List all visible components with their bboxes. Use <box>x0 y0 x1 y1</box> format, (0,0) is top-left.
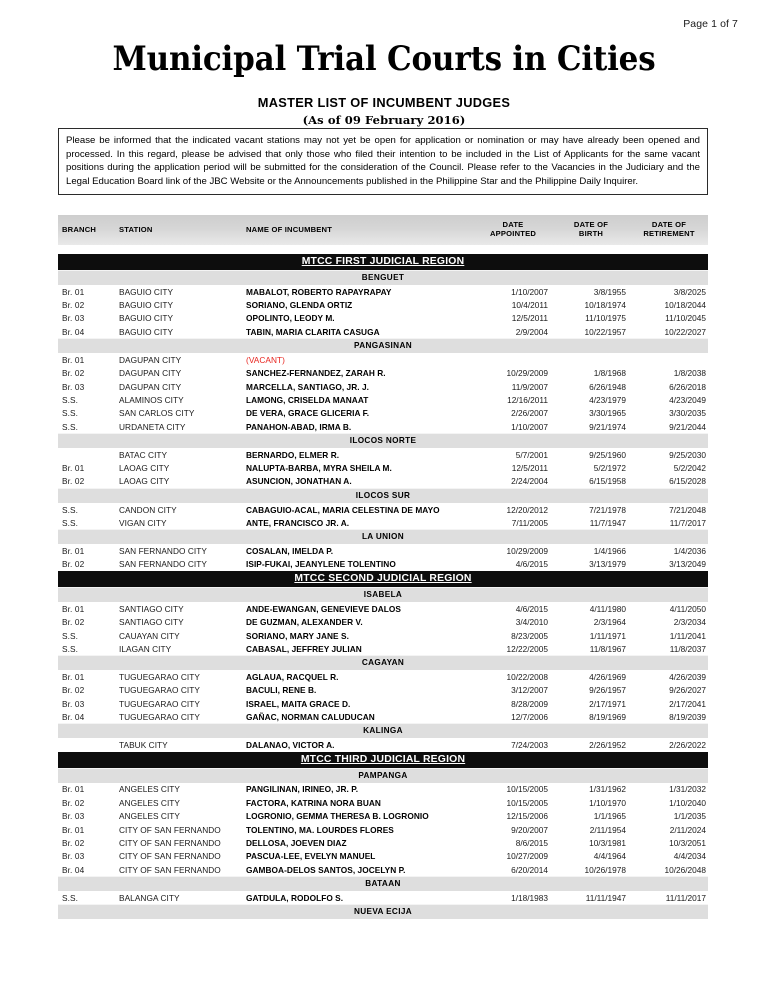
cell-date-retirement: 3/30/2035 <box>669 408 706 419</box>
cell-branch <box>58 738 115 751</box>
cell-station: ANGELES CITY <box>119 797 180 808</box>
cell-date-appointed: 7/24/2003 <box>511 740 548 751</box>
cell-station: BAGUIO CITY <box>119 313 174 324</box>
cell-date-retirement: 2/17/2041 <box>669 698 706 709</box>
cell-date-birth: 9/21/1974 <box>589 421 626 432</box>
region-band-text: MTCC FIRST JUDICIAL REGION <box>301 255 465 267</box>
cell-date-appointed: 5/7/2001 <box>515 449 548 460</box>
cell-station: TUGUEGARAO CITY <box>119 671 200 682</box>
region-band-row <box>58 752 708 769</box>
cell-date-retirement: 7/21/2048 <box>669 504 706 515</box>
cell-station: SAN CARLOS CITY <box>119 408 195 419</box>
cell-date-birth: 11/7/1947 <box>589 517 626 528</box>
date-appointed-line1: DATE <box>502 220 524 229</box>
cell-name: COSALAN, IMELDA P. <box>246 545 334 556</box>
cell-branch: Br. 01 <box>62 824 85 835</box>
cell-date-birth: 4/4/1964 <box>593 851 626 862</box>
cell-station: SAN FERNANDO CITY <box>119 545 207 556</box>
cell-station: ALAMINOS CITY <box>119 395 184 405</box>
cell-date-appointed: 10/29/2009 <box>506 368 548 379</box>
cell-date-birth: 6/15/1958 <box>589 476 626 487</box>
cell-date-appointed: 10/4/2011 <box>511 300 548 311</box>
cell-name: ISIP-FUKAI, JEANYLENE TOLENTINO <box>246 559 396 570</box>
cell-date-retirement: 8/19/2039 <box>669 711 706 722</box>
notice-text: Please be informed that the indicated vacant stations may not yet be open for application or nomination or may have already been opened and processed. In this regard, please be advised that only those who filed their intention to be included in the List of Applicants for the same vacant positions during the application period will be submitted for the consideration of the Council. Please refer to the Vacancies in the Judiciary and the Legal Education Board link of the JBC Website or the Announcements published in the Philippine Star and the Philippine Daily Inquirer. <box>66 135 700 187</box>
cell-date-birth: 11/10/1975 <box>585 313 626 324</box>
table-spacer <box>58 245 708 254</box>
cell-name: DALANAO, VICTOR A. <box>246 740 335 751</box>
cell-name: OPOLINTO, LEODY M. <box>246 313 335 324</box>
province-band-label: PANGASINAN <box>58 339 708 354</box>
judges-table-wrapper <box>58 215 708 919</box>
cell-station: SANTIAGO CITY <box>119 617 184 628</box>
cell-branch: Br. 01 <box>62 354 85 365</box>
table-row <box>58 420 708 434</box>
province-band-row <box>58 434 708 449</box>
table-row <box>58 461 708 474</box>
cell-date-retirement: 1/8/2038 <box>673 368 706 379</box>
cell-name: (VACANT) <box>246 354 285 365</box>
cell-branch: S.S. <box>62 892 79 903</box>
province-band-label: BATAAN <box>58 877 708 892</box>
cell-date-retirement <box>630 353 708 366</box>
cell-name: LOGRONIO, GEMMA THERESA B. LOGRONIO <box>246 811 429 822</box>
province-band-label: ILOCOS NORTE <box>58 434 708 449</box>
cell-date-birth: 10/18/1974 <box>584 300 626 311</box>
cell-branch: Br. 03 <box>62 698 85 709</box>
province-band-row <box>58 656 708 671</box>
cell-date-retirement: 1/31/2032 <box>669 784 706 795</box>
table-row <box>58 516 708 530</box>
cell-date-birth: 3/8/1955 <box>593 286 626 297</box>
cell-name: ISRAEL, MAITA GRACE D. <box>246 698 351 709</box>
cell-date-appointed: 12/7/2006 <box>511 711 548 722</box>
table-row <box>58 810 708 823</box>
cell-station: BAGUIO CITY <box>119 300 174 311</box>
cell-station: TUGUEGARAO CITY <box>119 711 200 722</box>
cell-date-retirement: 11/7/2017 <box>669 517 706 528</box>
table-row <box>58 298 708 311</box>
cell-name: GATDULA, RODOLFO S. <box>246 892 344 903</box>
cell-date-retirement: 10/3/2051 <box>669 838 706 849</box>
cell-date-retirement: 6/26/2018 <box>669 381 706 392</box>
cell-branch: Br. 02 <box>62 617 85 628</box>
province-band-label: NUEVA ECIJA <box>58 905 708 920</box>
province-band-row <box>58 339 708 354</box>
table-row <box>58 642 708 656</box>
table-row <box>58 796 708 809</box>
cell-date-appointed <box>474 353 552 366</box>
cell-name: MABALOT, ROBERTO RAPAYRAPAY <box>246 286 392 297</box>
table-row <box>58 863 708 877</box>
cell-date-appointed: 10/27/2009 <box>506 851 548 862</box>
cell-station: CITY OF SAN FERNANDO <box>119 838 221 849</box>
region-band-row <box>58 254 708 271</box>
cell-date-birth: 3/30/1965 <box>589 408 626 419</box>
cell-branch: Br. 02 <box>62 368 85 379</box>
table-row <box>58 850 708 863</box>
cell-date-appointed: 1/10/2007 <box>511 421 548 432</box>
table-header <box>58 215 708 245</box>
judges-table <box>58 215 708 919</box>
column-header-name: NAME OF INCUMBENT <box>242 215 474 245</box>
cell-date-retirement: 1/11/2041 <box>669 630 706 641</box>
table-row <box>58 558 708 571</box>
table-row <box>58 312 708 325</box>
cell-date-birth: 4/11/1980 <box>589 603 626 614</box>
cell-date-retirement: 11/11/2017 <box>665 892 706 903</box>
cell-date-birth: 1/11/1971 <box>589 630 626 641</box>
cell-date-retirement: 1/10/2040 <box>669 797 706 808</box>
cell-station: VIGAN CITY <box>119 517 167 528</box>
cell-branch: Br. 02 <box>62 797 85 808</box>
cell-branch: S.S. <box>62 408 79 419</box>
region-band-text: MTCC SECOND JUDICIAL REGION <box>294 573 472 585</box>
cell-date-birth: 4/26/1969 <box>589 671 626 682</box>
cell-date-retirement: 9/21/2044 <box>669 421 706 432</box>
cell-name: ANTE, FRANCISCO JR. A. <box>246 517 350 528</box>
cell-date-appointed: 1/18/1983 <box>511 892 548 903</box>
cell-date-appointed: 12/16/2011 <box>507 395 548 405</box>
table-row <box>58 710 708 724</box>
column-header-date-appointed <box>474 215 552 245</box>
cell-date-retirement: 10/26/2048 <box>664 864 706 875</box>
cell-station: TABUK CITY <box>119 740 168 751</box>
cell-date-appointed: 7/11/2005 <box>511 517 548 528</box>
cell-name: DE GUZMAN, ALEXANDER V. <box>246 617 363 628</box>
cell-date-appointed: 3/4/2010 <box>515 617 548 628</box>
cell-date-retirement: 3/13/2049 <box>669 559 706 570</box>
cell-date-appointed: 2/9/2004 <box>515 326 548 337</box>
column-header-date-birth <box>552 215 630 245</box>
cell-date-birth: 11/8/1967 <box>589 643 626 654</box>
cell-station: BATAC CITY <box>119 449 168 460</box>
cell-branch: Br. 02 <box>62 838 85 849</box>
cell-date-birth: 3/13/1979 <box>589 559 626 570</box>
cell-branch: Br. 03 <box>62 851 85 862</box>
column-header-station: STATION <box>115 215 242 245</box>
cell-date-appointed: 8/23/2005 <box>511 630 548 641</box>
cell-date-appointed: 10/15/2005 <box>506 797 548 808</box>
cell-branch: Br. 02 <box>62 559 85 570</box>
province-band-row <box>58 488 708 503</box>
cell-date-birth: 1/8/1968 <box>593 368 626 379</box>
region-band-label <box>58 571 708 588</box>
table-header-row <box>58 215 708 245</box>
province-band-label: LA UNION <box>58 530 708 545</box>
cell-date-appointed: 12/5/2011 <box>511 463 548 474</box>
table-row <box>58 836 708 849</box>
table-row <box>58 325 708 339</box>
cell-date-appointed: 2/24/2004 <box>511 476 548 487</box>
table-row <box>58 393 708 406</box>
cell-name: AGLAUA, RACQUEL R. <box>246 671 339 682</box>
province-band-label: BENGUET <box>58 270 708 285</box>
cell-date-appointed: 8/6/2015 <box>515 838 548 849</box>
cell-station: ANGELES CITY <box>119 811 180 822</box>
document-title <box>0 0 768 77</box>
cell-branch: S.S. <box>62 504 79 515</box>
table-row <box>58 823 708 836</box>
cell-name: CABASAL, JEFFREY JULIAN <box>246 643 362 654</box>
cell-date-appointed: 12/20/2012 <box>506 504 548 515</box>
table-row <box>58 448 708 461</box>
cell-date-birth: 9/26/1957 <box>589 685 626 696</box>
province-band-row <box>58 270 708 285</box>
cell-date-retirement: 2/3/2034 <box>673 617 706 628</box>
cell-date-birth: 1/10/1970 <box>589 797 626 808</box>
cell-name: FACTORA, KATRINA NORA BUAN <box>246 797 381 808</box>
cell-date-retirement: 11/8/2037 <box>669 643 706 654</box>
cell-date-retirement: 4/23/2049 <box>669 395 706 405</box>
cell-name: PASCUA-LEE, EVELYN MANUEL <box>246 851 376 862</box>
cell-branch <box>58 448 115 461</box>
cell-date-birth: 10/26/1978 <box>584 864 626 875</box>
cell-date-birth: 10/3/1981 <box>589 838 626 849</box>
table-row <box>58 738 708 751</box>
cell-date-retirement: 4/26/2039 <box>669 671 706 682</box>
cell-date-retirement: 10/18/2044 <box>664 300 706 311</box>
province-band-label: ISABELA <box>58 588 708 603</box>
cell-name: TOLENTINO, MA. LOURDES FLORES <box>246 824 394 835</box>
cell-date-retirement: 2/11/2024 <box>669 824 706 835</box>
table-row <box>58 380 708 393</box>
cell-date-appointed: 6/20/2014 <box>511 864 548 875</box>
cell-date-birth: 11/11/1947 <box>585 892 626 903</box>
cell-date-birth: 5/2/1972 <box>593 463 626 474</box>
table-row <box>58 353 708 366</box>
cell-station: CITY OF SAN FERNANDO <box>119 824 221 835</box>
cell-date-birth: 4/23/1979 <box>589 395 626 405</box>
province-band-label: KALINGA <box>58 724 708 739</box>
cell-date-birth: 2/26/1952 <box>589 740 626 751</box>
cell-date-retirement: 1/1/2035 <box>673 811 706 822</box>
cell-branch: Br. 04 <box>62 864 85 875</box>
province-band-label: ILOCOS SUR <box>58 488 708 503</box>
cell-name: GAMBOA-DELOS SANTOS, JOCELYN P. <box>246 864 406 875</box>
cell-branch: Br. 01 <box>62 671 85 682</box>
cell-station: CITY OF SAN FERNANDO <box>119 864 221 875</box>
cell-date-retirement: 10/22/2027 <box>664 326 706 337</box>
cell-date-birth: 9/25/1960 <box>589 449 626 460</box>
cell-date-birth: 1/31/1962 <box>589 784 626 795</box>
cell-branch: Br. 02 <box>62 685 85 696</box>
cell-branch: S.S. <box>62 517 79 528</box>
table-row <box>58 602 708 615</box>
cell-station: LAOAG CITY <box>119 463 170 474</box>
document-title-text: Municipal Trial Courts in Cities <box>112 39 656 79</box>
table-row <box>58 615 708 628</box>
cell-date-birth: 6/26/1948 <box>589 381 626 392</box>
cell-station: CITY OF SAN FERNANDO <box>119 851 221 862</box>
cell-station: SAN FERNANDO CITY <box>119 559 207 570</box>
cell-name: GAÑAC, NORMAN CALUDUCAN <box>246 711 375 722</box>
cell-name: BACULI, RENE B. <box>246 685 317 696</box>
cell-date-appointed: 12/15/2006 <box>506 811 548 822</box>
cell-date-appointed: 4/6/2015 <box>515 559 548 570</box>
table-row <box>58 670 708 683</box>
table-row <box>58 475 708 489</box>
date-retirement-line1: DATE OF <box>651 220 687 229</box>
cell-branch: Br. 01 <box>62 545 85 556</box>
cell-date-appointed: 8/28/2009 <box>511 698 548 709</box>
document-as-of-date: (As of 09 February 2016) <box>302 113 466 127</box>
cell-station: CAUAYAN CITY <box>119 630 180 641</box>
cell-station: BAGUIO CITY <box>119 326 174 337</box>
cell-date-appointed: 3/12/2007 <box>511 685 548 696</box>
cell-branch: Br. 04 <box>62 711 85 722</box>
cell-name: SORIANO, GLENDA ORTIZ <box>246 300 353 311</box>
cell-name: SANCHEZ-FERNANDEZ, ZARAH R. <box>246 368 386 379</box>
table-row <box>58 783 708 796</box>
region-band-text: MTCC THIRD JUDICIAL REGION <box>300 753 466 765</box>
date-retirement-line2: RETIREMENT <box>643 229 695 239</box>
table-body <box>58 245 708 919</box>
cell-station: BALANGA CITY <box>119 892 180 903</box>
cell-station: DAGUPAN CITY <box>119 381 182 392</box>
cell-station: ILAGAN CITY <box>119 643 172 654</box>
column-header-date-retirement <box>630 215 708 245</box>
cell-name: TABIN, MARIA CLARITA CASUGA <box>246 326 380 337</box>
table-row <box>58 367 708 380</box>
cell-date-retirement: 11/10/2045 <box>665 313 706 324</box>
cell-date-retirement: 6/15/2028 <box>669 476 706 487</box>
notice-box <box>58 128 708 195</box>
cell-date-appointed: 10/15/2005 <box>506 784 548 795</box>
region-band-label <box>58 752 708 769</box>
cell-branch: S.S. <box>62 421 79 432</box>
document-subtitle: MASTER LIST OF INCUMBENT JUDGES <box>257 95 511 110</box>
cell-branch: Br. 01 <box>62 286 85 297</box>
cell-date-birth: 1/1/1965 <box>593 811 626 822</box>
cell-name: MARCELLA, SANTIAGO, JR. J. <box>246 381 369 392</box>
cell-branch: Br. 02 <box>62 476 85 487</box>
column-header-branch: BRANCH <box>58 215 115 245</box>
cell-name: SORIANO, MARY JANE S. <box>246 630 349 641</box>
cell-date-retirement: 4/11/2050 <box>669 603 706 614</box>
cell-date-birth: 8/19/1969 <box>589 711 626 722</box>
cell-name: DELLOSA, JOEVEN DIAZ <box>246 838 347 849</box>
region-band-row <box>58 571 708 588</box>
cell-name: PANAHON-ABAD, IRMA B. <box>246 421 352 432</box>
cell-date-retirement: 9/25/2030 <box>669 449 706 460</box>
cell-name: NALUPTA-BARBA, MYRA SHEILA M. <box>246 463 392 474</box>
cell-station: LAOAG CITY <box>119 476 170 487</box>
cell-date-birth: 2/11/1954 <box>589 824 626 835</box>
cell-station: CANDON CITY <box>119 504 177 515</box>
cell-name: CABAGUIO-ACAL, MARIA CELESTINA DE MAYO <box>246 504 440 515</box>
cell-station: URDANETA CITY <box>119 421 186 432</box>
province-band-row <box>58 768 708 783</box>
cell-name: LAMONG, CRISELDA MANAAT <box>246 395 369 405</box>
cell-station: BAGUIO CITY <box>119 286 174 297</box>
cell-name: ANDE-EWANGAN, GENEVIEVE DALOS <box>246 603 401 614</box>
cell-date-appointed: 12/5/2011 <box>511 313 548 324</box>
cell-date-appointed: 9/20/2007 <box>511 824 548 835</box>
cell-date-appointed: 10/22/2008 <box>506 671 548 682</box>
cell-station: DAGUPAN CITY <box>119 354 182 365</box>
cell-date-retirement: 2/26/2022 <box>669 740 706 751</box>
cell-date-birth: 7/21/1978 <box>589 504 626 515</box>
cell-date-retirement: 1/4/2036 <box>673 545 706 556</box>
cell-date-birth: 10/22/1957 <box>584 326 626 337</box>
cell-date-appointed: 10/29/2009 <box>506 545 548 556</box>
cell-date-appointed: 4/6/2015 <box>515 603 548 614</box>
cell-date-appointed: 11/9/2007 <box>511 381 548 392</box>
province-band-label: PAMPANGA <box>58 768 708 783</box>
table-row <box>58 697 708 710</box>
date-birth-line2: BIRTH <box>578 229 604 239</box>
cell-date-retirement: 5/2/2042 <box>673 463 706 474</box>
cell-station: ANGELES CITY <box>119 784 180 795</box>
cell-branch: S.S. <box>62 630 79 641</box>
cell-name: ASUNCION, JONATHAN A. <box>246 476 352 487</box>
table-row <box>58 629 708 642</box>
province-band-row <box>58 877 708 892</box>
table-row <box>58 285 708 298</box>
table-row <box>58 407 708 420</box>
cell-branch: Br. 01 <box>62 784 85 795</box>
cell-date-birth: 2/17/1971 <box>589 698 626 709</box>
region-band-label <box>58 254 708 271</box>
cell-date-birth: 2/3/1964 <box>593 617 626 628</box>
cell-date-appointed: 12/22/2005 <box>506 643 548 654</box>
cell-date-retirement: 9/26/2027 <box>669 685 706 696</box>
province-band-row <box>58 724 708 739</box>
cell-branch: Br. 03 <box>62 313 85 324</box>
cell-date-birth <box>552 353 630 366</box>
cell-branch: Br. 02 <box>62 300 85 311</box>
cell-branch: S.S. <box>62 643 79 654</box>
cell-station: TUGUEGARAO CITY <box>119 685 200 696</box>
province-band-label: CAGAYAN <box>58 656 708 671</box>
table-row <box>58 684 708 697</box>
cell-date-birth: 1/4/1966 <box>593 545 626 556</box>
table-row <box>58 544 708 557</box>
cell-station: DAGUPAN CITY <box>119 368 182 379</box>
cell-branch: Br. 03 <box>62 811 85 822</box>
date-appointed-line2: APPOINTED <box>489 229 537 239</box>
cell-branch: Br. 01 <box>62 463 85 474</box>
cell-name: BERNARDO, ELMER R. <box>246 449 340 460</box>
cell-date-appointed: 1/10/2007 <box>511 286 548 297</box>
cell-branch: Br. 01 <box>62 603 85 614</box>
table-row <box>58 891 708 905</box>
table-row <box>58 503 708 516</box>
page-number: Page 1 of 7 <box>683 18 738 30</box>
province-band-row <box>58 530 708 545</box>
cell-station: SANTIAGO CITY <box>119 603 184 614</box>
date-birth-line1: DATE OF <box>573 220 609 229</box>
cell-name: PANGILINAN, IRINEO, JR. P. <box>246 784 359 795</box>
table-spacer-cell <box>58 245 708 254</box>
cell-branch: Br. 03 <box>62 381 85 392</box>
cell-station: TUGUEGARAO CITY <box>119 698 200 709</box>
cell-name: DE VERA, GRACE GLICERIA F. <box>246 408 370 419</box>
cell-date-appointed: 2/26/2007 <box>511 408 548 419</box>
province-band-row <box>58 905 708 920</box>
cell-date-retirement: 3/8/2025 <box>673 286 706 297</box>
cell-branch: Br. 04 <box>62 326 85 337</box>
cell-branch: S.S. <box>62 395 79 405</box>
province-band-row <box>58 588 708 603</box>
cell-date-retirement: 4/4/2034 <box>673 851 706 862</box>
